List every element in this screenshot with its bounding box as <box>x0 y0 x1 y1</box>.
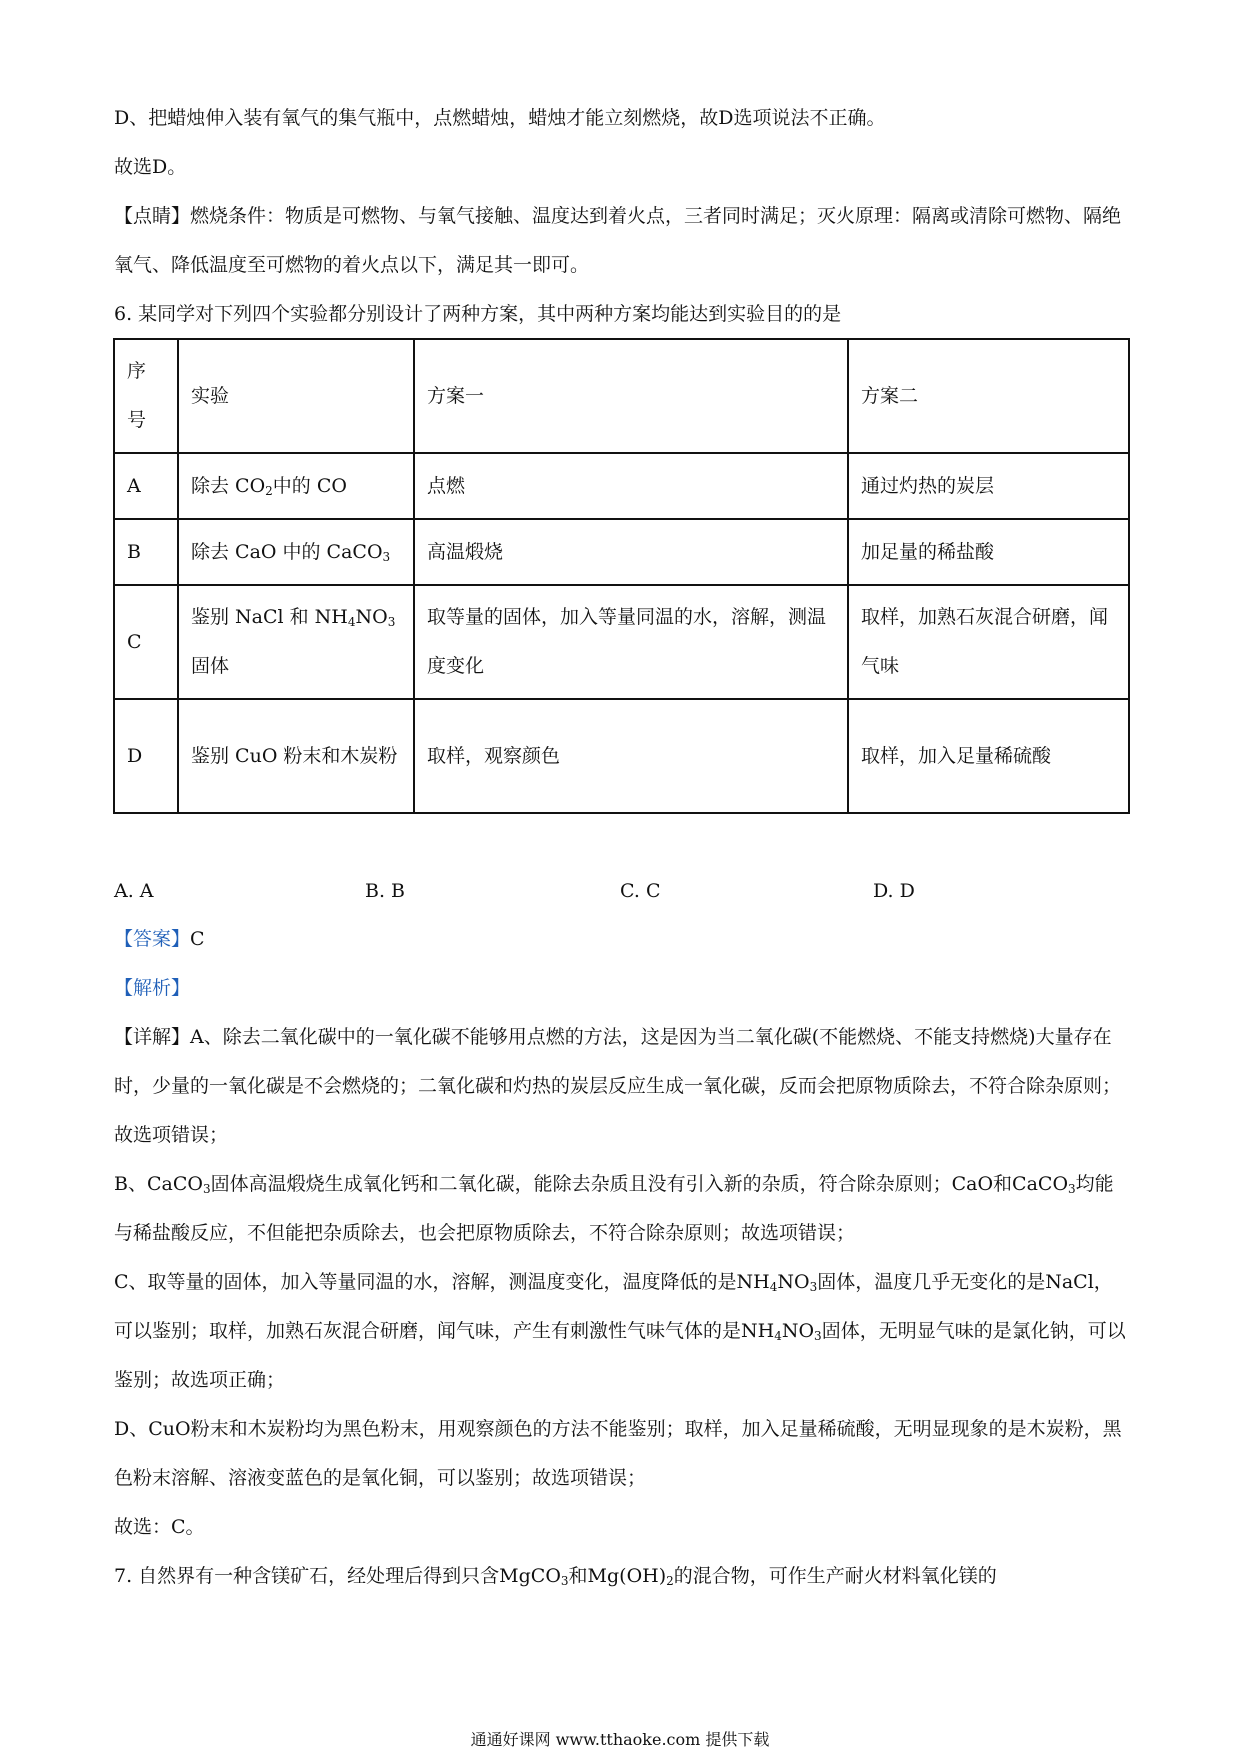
question-6-table <box>113 338 1130 814</box>
tip-label: 【点睛】 <box>114 205 191 227</box>
answer-line <box>114 915 1130 964</box>
table-header-row <box>114 339 1129 453</box>
row-plan-two: 取样，加熟石灰混合研磨，闻气味 <box>848 585 1129 699</box>
header-index: 序号 <box>114 339 178 453</box>
row-experiment: 除去 CaO 中的 CaCO$_3$ <box>178 519 414 585</box>
question-7-stem: 7. 自然界有一种含镁矿石，经处理后得到只含MgCO$_3$和$Mg(OH)_2$的混合物，可作生产耐火材料氧化镁的 <box>114 1565 997 1588</box>
detail-b: B、CaCO$_3$固体高温煅烧生成氧化钙和二氧化碳，能除去杂质且没有引入新的杂质，符合除杂原则；CaO和CaCO$_3$均能与稀盐酸反应，不但能把杂质除去，也会把原物质除去，不符合除杂原则；故选项错误； <box>114 1173 1114 1244</box>
row-plan-one: 取样，观察颜色 <box>414 699 848 813</box>
row-plan-two: 取样，加入足量稀硫酸 <box>848 699 1129 813</box>
row-id: D <box>114 699 178 813</box>
detail-a: 【详解】A、除去二氧化碳中的一氧化碳不能够用点燃的方法，这是因为当二氧化碳(不能燃烧、不能支持燃烧)大量存在时，少量的一氧化碳是不会燃烧的；二氧化碳和灼热的炭层反应生成一氧化碳，反而会把原物质除去，不符合除杂原则；故选项错误； <box>114 1026 1122 1146</box>
header-experiment: 实验 <box>178 339 414 453</box>
row-plan-two: 通过灼热的炭层 <box>848 453 1129 519</box>
paragraph-option-d: D、把蜡烛伸入装有氧气的集气瓶中，点燃蜡烛，蜡烛才能立刻燃烧，故D选项说法不正确。 <box>114 107 886 129</box>
row-experiment: 除去 $CO_2$中的 CO <box>178 453 414 519</box>
option-a: A. A <box>114 880 154 902</box>
table-row <box>114 585 1129 699</box>
row-experiment: 鉴别 CuO 粉末和木炭粉 <box>178 699 414 813</box>
answer-label: 【答案】 <box>114 928 191 950</box>
answer-value: C <box>190 928 205 950</box>
detail-label: 【详解】 <box>114 1026 191 1048</box>
table-row <box>114 453 1129 519</box>
option-b: B. B <box>365 880 406 902</box>
detail-conclusion: 故选：C。 <box>114 1516 205 1538</box>
row-experiment: 鉴别 NaCl 和 $NH_4NO_3$固体 <box>178 585 414 699</box>
table-row <box>114 699 1129 813</box>
tip-paragraph <box>114 192 1130 290</box>
paragraph-conclusion: 故选D。 <box>114 156 187 178</box>
question-6-stem: 6. 某同学对下列四个实验都分别设计了两种方案，其中两种方案均能达到实验目的的是 <box>114 303 842 325</box>
answer-options <box>0 866 1240 916</box>
row-id: A <box>114 453 178 519</box>
detail-c: C、取等量的固体，加入等量同温的水，溶解，测温度变化，温度降低的是$NH_4NO_3$固体，温度几乎无变化的是NaCl，可以鉴别；取样，加熟石灰混合研磨，闻气味，产生有刺激性气味气体的是$NH_4NO_3$固体，无明显气味的是氯化钠，可以鉴别；故选项正确； <box>114 1271 1126 1391</box>
header-plan-two: 方案二 <box>848 339 1129 453</box>
option-c: C. C <box>620 880 661 902</box>
row-id: C <box>114 585 178 699</box>
tip-text: 燃烧条件：物质是可燃物、与氧气接触、温度达到着火点，三者同时满足；灭火原理：隔离或清除可燃物、隔绝氧气、降低温度至可燃物的着火点以下，满足其一即可。 <box>114 205 1122 276</box>
row-plan-one: 点燃 <box>414 453 848 519</box>
table-row <box>114 519 1129 585</box>
analysis-label: 【解析】 <box>114 977 191 999</box>
row-plan-one: 高温煅烧 <box>414 519 848 585</box>
row-plan-one: 取等量的固体，加入等量同温的水，溶解，测温度变化 <box>414 585 848 699</box>
row-plan-two: 加足量的稀盐酸 <box>848 519 1129 585</box>
header-plan-one: 方案一 <box>414 339 848 453</box>
footer-credit: 通通好课网 www.tthaoke.com 提供下载 <box>470 1730 770 1749</box>
detail-d: D、CuO粉末和木炭粉均为黑色粉末，用观察颜色的方法不能鉴别；取样，加入足量稀硫酸，无明显现象的是木炭粉，黑色粉末溶解、溶液变蓝色的是氧化铜，可以鉴别；故选项错误； <box>114 1418 1122 1489</box>
row-id: B <box>114 519 178 585</box>
option-d: D. D <box>873 880 915 902</box>
